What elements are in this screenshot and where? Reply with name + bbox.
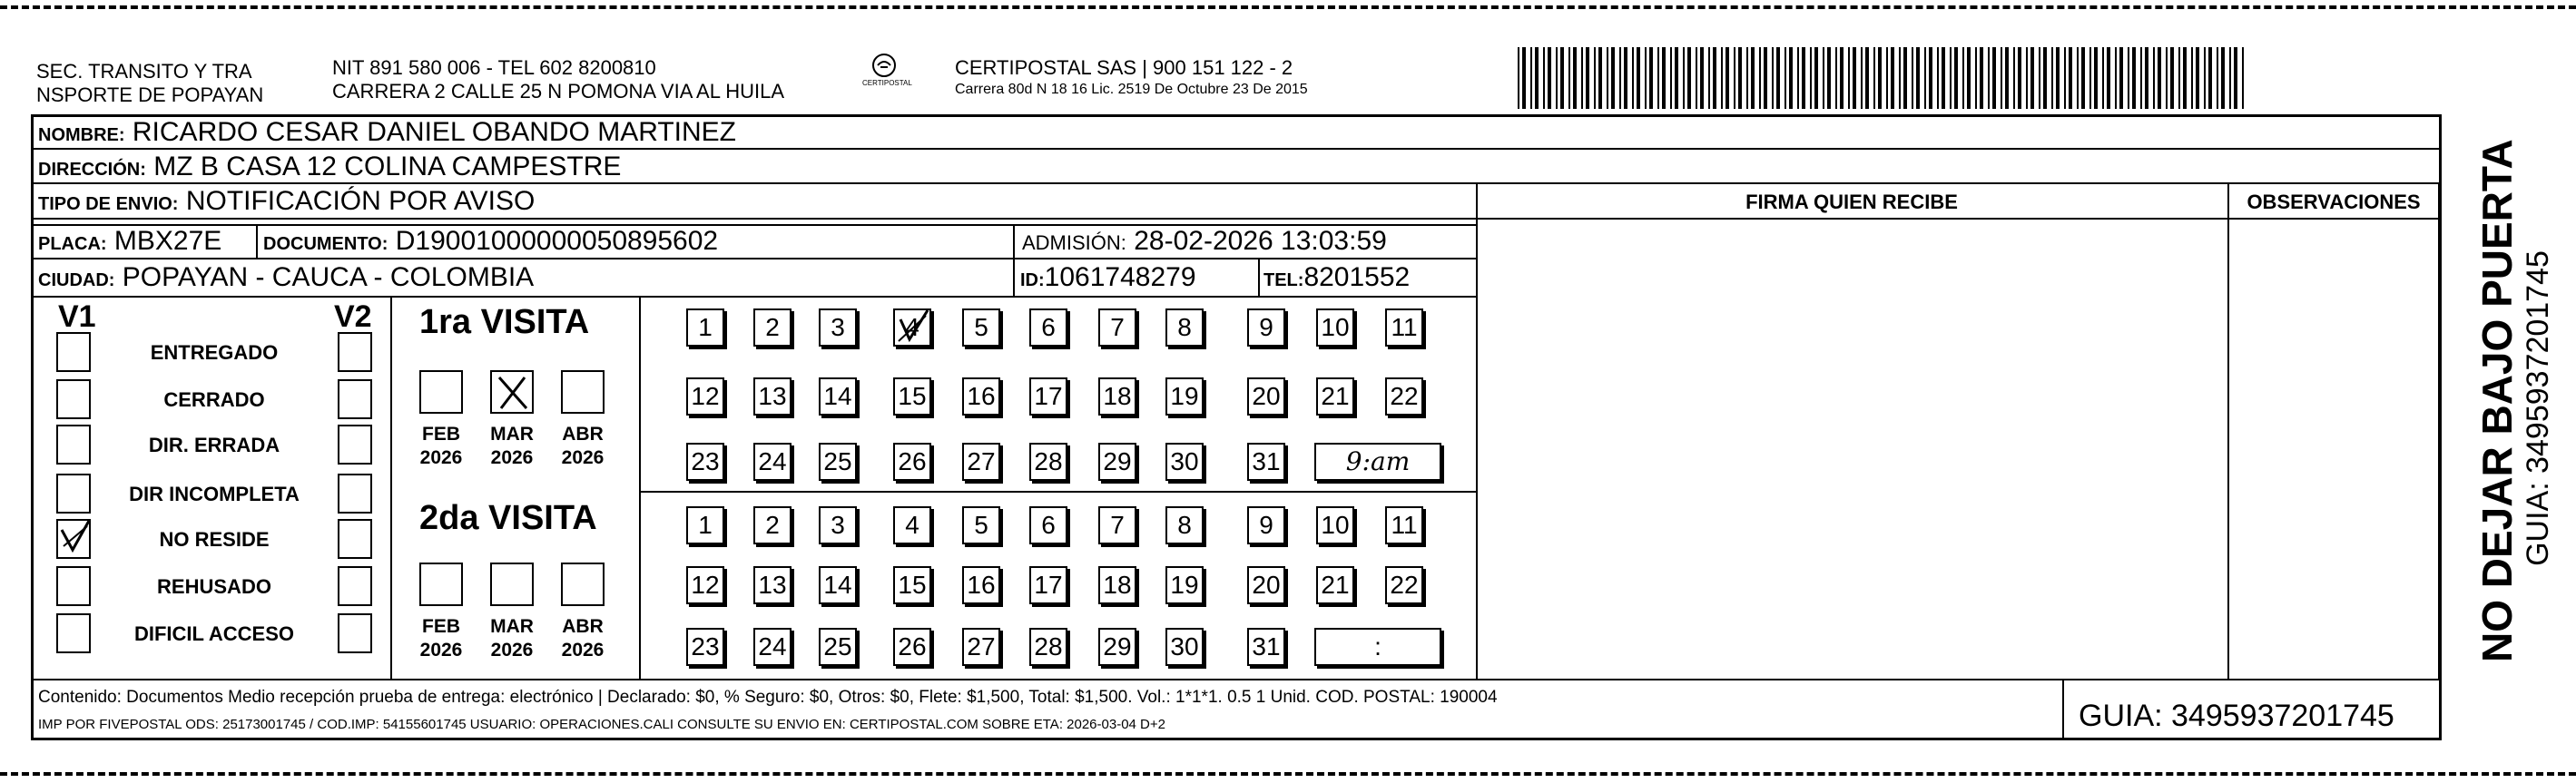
v2-checkbox-2[interactable] bbox=[338, 379, 372, 419]
visit1-day-10[interactable]: 10 bbox=[1316, 308, 1354, 347]
barcode-bar bbox=[2018, 47, 2021, 109]
barcode-bar bbox=[1751, 47, 1755, 109]
barcode-bar bbox=[1785, 47, 1786, 109]
v1-checkbox-6[interactable] bbox=[56, 566, 91, 606]
top-cut-line bbox=[0, 5, 2576, 9]
visit2-day-31[interactable]: 31 bbox=[1247, 628, 1285, 666]
barcode-bar bbox=[1530, 47, 1532, 109]
visit2-month-box-mar[interactable] bbox=[490, 563, 534, 606]
barcode-bar bbox=[1637, 47, 1640, 109]
barcode-bar bbox=[1670, 47, 1672, 109]
v2-checkbox-6[interactable] bbox=[338, 566, 372, 606]
logo-icon bbox=[871, 53, 897, 78]
footer-print-line: IMP POR FIVEPOSTAL ODS: 25173001745 / COD.IMP: 54155601745 USUARIO: OPERACIONES.CALI CONSULTE SU ENVIO EN: CERTIPOSTAL.COM SOBRE ETA: 2026-03-04 D+2 bbox=[38, 717, 1165, 732]
id-field: ID:1061748279 bbox=[1020, 262, 1196, 292]
barcode-bar bbox=[1776, 47, 1780, 109]
ciudad-field: CIUDAD: POPAYAN - CAUCA - COLOMBIA bbox=[38, 262, 535, 292]
barcode-bar bbox=[1942, 47, 1945, 109]
nit-line: NIT 891 580 006 - TEL 602 8200810 bbox=[332, 56, 656, 79]
placa-value: MBX27E bbox=[113, 226, 222, 256]
barcode-bar bbox=[1992, 47, 1996, 109]
visit2-month-year: 2026 bbox=[419, 640, 463, 661]
barcode-bar bbox=[1573, 47, 1577, 109]
visit2-month-name: FEB bbox=[422, 616, 460, 637]
v2-header: V2 bbox=[334, 299, 372, 334]
v2-checkbox-5[interactable] bbox=[338, 519, 372, 559]
x-mark-icon bbox=[492, 372, 534, 414]
nombre-value: RICARDO CESAR DANIEL OBANDO MARTINEZ bbox=[132, 117, 736, 147]
barcode-bar bbox=[2242, 47, 2244, 109]
id-value: 1061748279 bbox=[1044, 262, 1196, 292]
v1-header: V1 bbox=[58, 299, 96, 334]
company-sub: Carrera 80d N 18 16 Lic. 2519 De Octubre 23 De 2015 bbox=[955, 82, 1308, 97]
visit1-day-21[interactable]: 21 bbox=[1316, 377, 1354, 416]
barcode-bar bbox=[1937, 47, 1939, 109]
visit2-day-4[interactable]: 4 bbox=[893, 506, 931, 544]
no-dejar-bajo-puerta: NO DEJAR BAJO PUERTA bbox=[2473, 139, 2521, 662]
barcode-bar bbox=[2039, 47, 2040, 109]
visit2-day-15[interactable]: 15 bbox=[893, 566, 931, 604]
tel-value: 8201552 bbox=[1303, 262, 1411, 292]
visit2-month-name: MAR bbox=[490, 616, 534, 637]
visit1-day-1[interactable]: 1 bbox=[686, 308, 724, 347]
visit2-day-6[interactable]: 6 bbox=[1029, 506, 1067, 544]
visit2-day-26[interactable]: 26 bbox=[893, 628, 931, 666]
visit1-day-2[interactable]: 2 bbox=[753, 308, 791, 347]
barcode-bar bbox=[1764, 47, 1767, 109]
barcode-bar bbox=[1568, 47, 1570, 109]
visit2-day-17[interactable]: 17 bbox=[1029, 566, 1067, 604]
barcode-bar bbox=[1746, 47, 1748, 109]
visit2-day-3[interactable]: 3 bbox=[819, 506, 857, 544]
visit2-day-12[interactable]: 12 bbox=[686, 566, 724, 604]
visit2-day-28[interactable]: 28 bbox=[1029, 628, 1067, 666]
barcode-bar bbox=[1873, 47, 1875, 109]
barcode-bar bbox=[1840, 47, 1844, 109]
barcode-bar bbox=[1522, 47, 1526, 109]
visit2-day-11[interactable]: 11 bbox=[1385, 506, 1423, 544]
visit2-day-19[interactable]: 19 bbox=[1165, 566, 1204, 604]
barcode-bar bbox=[1929, 47, 1932, 109]
barcode-bar bbox=[2043, 47, 2047, 109]
documento-field: DOCUMENTO: D19001000000050895602 bbox=[263, 226, 719, 256]
visit1-day-4[interactable]: 4 bbox=[893, 308, 931, 347]
visit1-day-16[interactable]: 16 bbox=[962, 377, 1000, 416]
bottom-cut-line bbox=[0, 772, 2576, 776]
v1-checkbox-1[interactable] bbox=[56, 332, 91, 372]
documento-value: D19001000000050895602 bbox=[395, 226, 719, 256]
visit1-month-name: FEB bbox=[422, 424, 460, 445]
barcode-bar bbox=[1598, 47, 1602, 109]
barcode-bar bbox=[1594, 47, 1596, 109]
barcode-bar bbox=[2005, 47, 2009, 109]
visit1-day-3[interactable]: 3 bbox=[819, 308, 857, 347]
visit2-day-9[interactable]: 9 bbox=[1247, 506, 1285, 544]
status-label: REHUSADO bbox=[157, 575, 271, 598]
visit2-day-20[interactable]: 20 bbox=[1247, 566, 1285, 604]
barcode-bar bbox=[2217, 47, 2218, 109]
barcode-bar bbox=[1886, 47, 1888, 109]
barcode-bar bbox=[1814, 47, 1818, 109]
visit2-day-5[interactable]: 5 bbox=[962, 506, 1000, 544]
barcode-bar bbox=[1810, 47, 1812, 109]
visit2-day-8[interactable]: 8 bbox=[1165, 506, 1204, 544]
barcode-bar bbox=[1696, 47, 1697, 109]
barcode-bar bbox=[1797, 47, 1799, 109]
visit1-day-13[interactable]: 13 bbox=[753, 377, 791, 416]
status-label: ENTREGADO bbox=[150, 341, 279, 364]
barcode-bar bbox=[2089, 47, 2091, 109]
address-line: CARRERA 2 CALLE 25 N POMONA VIA AL HUILA bbox=[332, 80, 785, 103]
barcode-bar bbox=[2064, 47, 2066, 109]
barcode-bar bbox=[1802, 47, 1805, 109]
barcode-bar bbox=[1891, 47, 1894, 109]
barcode-bar bbox=[1611, 47, 1615, 109]
visit1-day-31[interactable]: 31 bbox=[1247, 443, 1285, 481]
visit1-day-6[interactable]: 6 bbox=[1029, 308, 1067, 347]
status-label: DIR INCOMPLETA bbox=[129, 483, 300, 505]
barcode-bar bbox=[1675, 47, 1678, 109]
barcode-bar bbox=[1950, 47, 1952, 109]
visit1-day-25[interactable]: 25 bbox=[819, 443, 857, 481]
barcode-bar bbox=[1586, 47, 1589, 109]
barcode-bar bbox=[2094, 47, 2098, 109]
visit1-month-year: 2026 bbox=[490, 447, 534, 468]
v1-checkbox-7[interactable] bbox=[56, 613, 91, 653]
side-text bbox=[2451, 139, 2576, 662]
visit1-month-year: 2026 bbox=[419, 447, 463, 468]
barcode bbox=[1518, 47, 2247, 109]
barcode-bar bbox=[2221, 47, 2225, 109]
visit1-day-23[interactable]: 23 bbox=[686, 443, 724, 481]
nombre-field: NOMBRE: RICARDO CESAR DANIEL OBANDO MARTINEZ bbox=[38, 117, 736, 147]
visit2-month-year: 2026 bbox=[561, 640, 605, 661]
barcode-bar bbox=[1865, 47, 1869, 109]
visit1-day-7[interactable]: 7 bbox=[1098, 308, 1136, 347]
visit2-month-year: 2026 bbox=[490, 640, 534, 661]
visit2-day-2[interactable]: 2 bbox=[753, 506, 791, 544]
barcode-bar bbox=[2234, 47, 2237, 109]
barcode-bar bbox=[1916, 47, 1920, 109]
barcode-bar bbox=[2166, 47, 2168, 109]
barcode-bar bbox=[1980, 47, 1983, 109]
barcode-bar bbox=[2191, 47, 2193, 109]
visit1-day-20[interactable]: 20 bbox=[1247, 377, 1285, 416]
barcode-bar bbox=[2119, 47, 2123, 109]
barcode-bar bbox=[1560, 47, 1564, 109]
visit1-day-24[interactable]: 24 bbox=[753, 443, 791, 481]
observaciones-column-header: OBSERVACIONES bbox=[2247, 191, 2421, 213]
visit1-month-box-feb[interactable] bbox=[419, 370, 463, 414]
barcode-bar bbox=[1624, 47, 1627, 109]
logo-text: CERTIPOSTAL bbox=[862, 79, 912, 87]
company-info bbox=[955, 56, 1308, 100]
visit1-day-14[interactable]: 14 bbox=[819, 377, 857, 416]
visit1-day-8[interactable]: 8 bbox=[1165, 308, 1204, 347]
direccion-field: DIRECCIÓN: MZ B CASA 12 COLINA CAMPESTRE bbox=[38, 152, 622, 181]
barcode-bar bbox=[2140, 47, 2142, 109]
visit1-day-18[interactable]: 18 bbox=[1098, 377, 1136, 416]
barcode-bar bbox=[1535, 47, 1539, 109]
barcode-bar bbox=[1903, 47, 1907, 109]
barcode-bar bbox=[1543, 47, 1545, 109]
barcode-bar bbox=[1975, 47, 1977, 109]
barcode-bar bbox=[1772, 47, 1774, 109]
visit2-month-name: ABR bbox=[562, 616, 604, 637]
visit1-title: 1ra VISITA bbox=[419, 303, 590, 341]
sender-contact bbox=[332, 56, 784, 103]
barcode-bar bbox=[1687, 47, 1691, 109]
v1-checkbox-2[interactable] bbox=[56, 379, 91, 419]
visit2-day-22[interactable]: 22 bbox=[1385, 566, 1423, 604]
barcode-bar bbox=[2077, 47, 2079, 109]
barcode-bar bbox=[1878, 47, 1882, 109]
ciudad-value: POPAYAN - CAUCA - COLOMBIA bbox=[122, 262, 535, 292]
visit2-day-30[interactable]: 30 bbox=[1165, 628, 1204, 666]
admision-field: ADMISIÓN: 28-02-2026 13:03:59 bbox=[1022, 226, 1387, 256]
visit2-month-box-abr[interactable] bbox=[561, 563, 605, 606]
direccion-value: MZ B CASA 12 COLINA CAMPESTRE bbox=[153, 152, 622, 181]
placa-field: PLACA: MBX27E bbox=[38, 226, 222, 256]
barcode-bar bbox=[2183, 47, 2187, 109]
admision-value: 28-02-2026 13:03:59 bbox=[1134, 226, 1387, 256]
barcode-bar bbox=[1619, 47, 1621, 109]
visit1-month-box-abr[interactable] bbox=[561, 370, 605, 414]
barcode-bar bbox=[1649, 47, 1653, 109]
visit2-day-23[interactable]: 23 bbox=[686, 628, 724, 666]
barcode-bar bbox=[2229, 47, 2231, 109]
visit1-day-9[interactable]: 9 bbox=[1247, 308, 1285, 347]
sender-line-1: SEC. TRANSITO Y TRA bbox=[36, 60, 252, 83]
v1-checkbox-3[interactable] bbox=[56, 425, 91, 465]
barcode-bar bbox=[1632, 47, 1634, 109]
barcode-bar bbox=[1700, 47, 1704, 109]
barcode-bar bbox=[2001, 47, 2002, 109]
barcode-bar bbox=[1645, 47, 1647, 109]
barcode-bar bbox=[1708, 47, 1710, 109]
barcode-bar bbox=[1861, 47, 1863, 109]
visit2-day-18[interactable]: 18 bbox=[1098, 566, 1136, 604]
visit1-month-name: ABR bbox=[562, 424, 604, 445]
barcode-bar bbox=[2026, 47, 2028, 109]
v1-checkbox-4[interactable] bbox=[56, 474, 91, 514]
visit2-hour-box[interactable]: : bbox=[1314, 628, 1441, 666]
barcode-bar bbox=[2208, 47, 2212, 109]
barcode-bar bbox=[1962, 47, 1964, 109]
visit1-day-28[interactable]: 28 bbox=[1029, 443, 1067, 481]
barcode-bar bbox=[1713, 47, 1716, 109]
visit1-day-15[interactable]: 15 bbox=[893, 377, 931, 416]
firma-column-header: FIRMA QUIEN RECIBE bbox=[1745, 191, 1958, 213]
barcode-bar bbox=[2102, 47, 2104, 109]
visit2-day-21[interactable]: 21 bbox=[1316, 566, 1354, 604]
barcode-bar bbox=[2051, 47, 2053, 109]
certipostal-logo bbox=[862, 53, 912, 87]
visit1-day-12[interactable]: 12 bbox=[686, 377, 724, 416]
barcode-bar bbox=[1662, 47, 1666, 109]
barcode-bar bbox=[1912, 47, 1913, 109]
barcode-bar bbox=[1581, 47, 1583, 109]
footer-guia: GUIA: 3495937201745 bbox=[2079, 699, 2394, 733]
visit2-day-1[interactable]: 1 bbox=[686, 506, 724, 544]
barcode-bar bbox=[2170, 47, 2174, 109]
barcode-bar bbox=[1657, 47, 1659, 109]
barcode-bar bbox=[2178, 47, 2180, 109]
barcode-bar bbox=[1548, 47, 1551, 109]
tipo-envio-value: NOTIFICACIÓN POR AVISO bbox=[185, 186, 536, 216]
visit1-day-30[interactable]: 30 bbox=[1165, 443, 1204, 481]
visit1-month-box-mar[interactable] bbox=[490, 370, 534, 414]
barcode-bar bbox=[2107, 47, 2110, 109]
barcode-bar bbox=[1738, 47, 1742, 109]
visit1-day-5[interactable]: 5 bbox=[962, 308, 1000, 347]
barcode-bar bbox=[1827, 47, 1831, 109]
barcode-bar bbox=[1853, 47, 1856, 109]
barcode-bar bbox=[2153, 47, 2155, 109]
sender-line-2: NSPORTE DE POPAYAN bbox=[36, 83, 264, 106]
barcode-bar bbox=[2158, 47, 2161, 109]
visit1-day-29[interactable]: 29 bbox=[1098, 443, 1136, 481]
barcode-bar bbox=[2081, 47, 2085, 109]
barcode-bar bbox=[2145, 47, 2148, 109]
tipo-envio-field: TIPO DE ENVIO: NOTIFICACIÓN POR AVISO bbox=[38, 186, 536, 216]
visit2-title: 2da VISITA bbox=[419, 499, 597, 537]
barcode-bar bbox=[1789, 47, 1793, 109]
barcode-bar bbox=[1683, 47, 1685, 109]
v2-checkbox-4[interactable] bbox=[338, 474, 372, 514]
visit1-day-17[interactable]: 17 bbox=[1029, 377, 1067, 416]
side-guia: GUIA: 3495937201745 bbox=[2521, 250, 2555, 566]
visit1-day-27[interactable]: 27 bbox=[962, 443, 1000, 481]
barcode-bar bbox=[1721, 47, 1723, 109]
visit1-day-22[interactable]: 22 bbox=[1385, 377, 1423, 416]
barcode-bar bbox=[2069, 47, 2072, 109]
visit2-day-29[interactable]: 29 bbox=[1098, 628, 1136, 666]
barcode-bar bbox=[2115, 47, 2117, 109]
company-line: CERTIPOSTAL SAS | 900 151 122 - 2 bbox=[955, 56, 1293, 79]
tel-field: TEL:8201552 bbox=[1263, 262, 1411, 292]
v2-checkbox-7[interactable] bbox=[338, 613, 372, 653]
visit2-day-7[interactable]: 7 bbox=[1098, 506, 1136, 544]
v2-checkbox-1[interactable] bbox=[338, 332, 372, 372]
barcode-bar bbox=[1759, 47, 1761, 109]
barcode-bar bbox=[1967, 47, 1971, 109]
barcode-bar bbox=[1988, 47, 1990, 109]
barcode-bar bbox=[2196, 47, 2199, 109]
barcode-bar bbox=[2056, 47, 2060, 109]
visit1-day-26[interactable]: 26 bbox=[893, 443, 931, 481]
barcode-bar bbox=[2030, 47, 2034, 109]
visit2-day-16[interactable]: 16 bbox=[962, 566, 1000, 604]
barcode-bar bbox=[2128, 47, 2129, 109]
visit2-day-27[interactable]: 27 bbox=[962, 628, 1000, 666]
visit1-hour-box[interactable]: 9:am bbox=[1314, 443, 1441, 481]
barcode-bar bbox=[1924, 47, 1926, 109]
visit2-day-10[interactable]: 10 bbox=[1316, 506, 1354, 544]
barcode-bar bbox=[2204, 47, 2206, 109]
barcode-bar bbox=[1835, 47, 1837, 109]
footer-content-line: Contenido: Documentos Medio recepción prueba de entrega: electrónico | Declarado: $0, % Seguro: $0, Otros: $0, Flete: $1,500, Total: $1,500. Vol.: 1*1*1. 0.5 1 Unid. COD. POSTAL: 190004 bbox=[38, 688, 1498, 707]
barcode-bar bbox=[1518, 47, 1519, 109]
status-label: DIFICIL ACCESO bbox=[133, 622, 294, 645]
status-label: CERRADO bbox=[163, 388, 265, 411]
barcode-bar bbox=[1726, 47, 1729, 109]
visit2-day-14[interactable]: 14 bbox=[819, 566, 857, 604]
visit1-month-name: MAR bbox=[490, 424, 534, 445]
visit1-day-11[interactable]: 11 bbox=[1385, 308, 1423, 347]
status-label: DIR. ERRADA bbox=[148, 434, 280, 456]
visit2-month-box-feb[interactable] bbox=[419, 563, 463, 606]
barcode-bar bbox=[1899, 47, 1901, 109]
day-check-icon bbox=[891, 307, 933, 348]
barcode-bar bbox=[2013, 47, 2015, 109]
visit2-day-13[interactable]: 13 bbox=[753, 566, 791, 604]
v1-checkbox-5[interactable] bbox=[56, 519, 91, 559]
v2-checkbox-3[interactable] bbox=[338, 425, 372, 465]
visit1-day-19[interactable]: 19 bbox=[1165, 377, 1204, 416]
barcode-bar bbox=[2132, 47, 2136, 109]
barcode-bar bbox=[1954, 47, 1958, 109]
barcode-bar bbox=[1848, 47, 1850, 109]
status-label: NO RESIDE bbox=[159, 528, 270, 551]
barcode-bar bbox=[1734, 47, 1735, 109]
barcode-bar bbox=[1607, 47, 1608, 109]
visit1-month-year: 2026 bbox=[561, 447, 605, 468]
barcode-bar bbox=[1823, 47, 1824, 109]
visit2-day-24[interactable]: 24 bbox=[753, 628, 791, 666]
visit2-day-25[interactable]: 25 bbox=[819, 628, 857, 666]
sender-name bbox=[36, 60, 263, 107]
barcode-bar bbox=[1556, 47, 1558, 109]
